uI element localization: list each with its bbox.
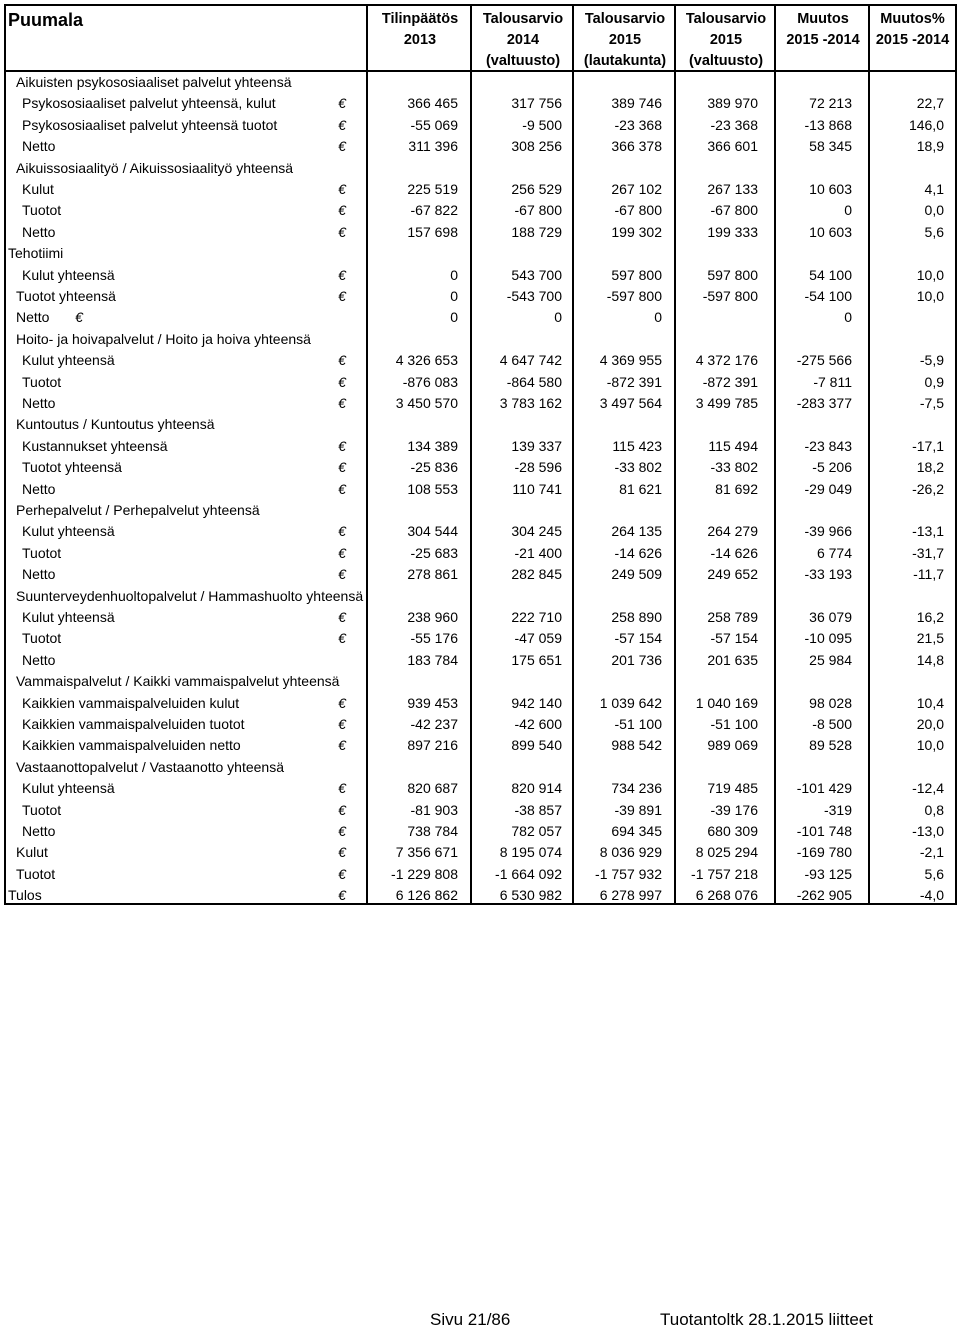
column-header-talousarvio-2014: Talousarvio 2014 (valtuusto) — [482, 11, 564, 69]
value-cell: 225 519 — [407, 181, 458, 197]
value-cell: 6 126 862 — [395, 887, 458, 904]
euro-icon: € — [338, 865, 346, 882]
row-label: Tulos — [8, 887, 42, 904]
euro-icon: € — [338, 116, 346, 133]
table-row — [6, 521, 955, 542]
value-cell: -1 229 808 — [391, 865, 458, 882]
value-cell: 5,6 — [924, 865, 944, 882]
value-cell: 282 845 — [511, 566, 562, 583]
row-label: Kulut yhteensä — [22, 523, 115, 540]
value-cell: -55 176 — [410, 630, 458, 647]
value-cell: 4 369 955 — [599, 352, 662, 369]
section-row — [6, 72, 955, 93]
value-cell: -14 626 — [614, 544, 662, 561]
euro-icon: € — [338, 202, 346, 219]
value-cell: -872 391 — [606, 373, 662, 390]
value-cell: 389 970 — [707, 95, 758, 112]
value-cell: 14,8 — [916, 651, 944, 668]
value-cell: 719 485 — [707, 780, 758, 797]
value-cell: -47 059 — [514, 630, 562, 647]
table-row — [6, 286, 955, 307]
table-row — [6, 436, 955, 457]
section-row — [6, 329, 955, 350]
row-label: Kulut yhteensä — [22, 780, 115, 797]
section-label: Perhepalvelut / Perhepalvelut yhteensä — [16, 502, 260, 518]
row-label: Kulut — [22, 181, 54, 197]
value-cell: 81 692 — [715, 480, 758, 497]
value-cell: -51 100 — [710, 716, 758, 732]
value-cell: 54 100 — [809, 266, 852, 283]
value-cell: 264 135 — [611, 523, 662, 540]
row-label: Psykososiaaliset palvelut yhteensä, kulut — [22, 95, 276, 112]
row-label: Kulut yhteensä — [22, 266, 115, 283]
value-cell: 0 — [844, 309, 852, 326]
table-row — [6, 842, 955, 863]
row-label: Netto — [22, 566, 56, 583]
value-cell: -283 377 — [796, 395, 852, 411]
value-cell: 115 494 — [708, 437, 758, 454]
euro-icon: € — [338, 823, 346, 839]
table-row — [6, 372, 955, 393]
value-cell: -23 368 — [614, 116, 662, 133]
value-cell: 8 195 074 — [499, 844, 562, 861]
table-row — [6, 200, 955, 221]
value-cell: -25 836 — [410, 459, 458, 476]
value-cell: 22,7 — [916, 95, 944, 112]
section-label: Vastaanottopalvelut / Vastaanotto yhteensä — [16, 758, 285, 775]
value-cell: 3 499 785 — [695, 395, 758, 411]
page-number: Sivu 21/86 — [430, 1310, 511, 1329]
euro-icon: € — [338, 181, 346, 197]
table-row — [6, 222, 955, 243]
row-label: Kulut — [16, 844, 48, 861]
value-cell: 0 — [450, 309, 458, 326]
value-cell: 4,1 — [924, 181, 944, 197]
table-row — [6, 457, 955, 478]
value-cell: -101 748 — [796, 823, 852, 839]
value-cell: 256 529 — [511, 181, 562, 197]
value-cell: -5 206 — [812, 459, 852, 476]
value-cell: 3 497 564 — [599, 395, 662, 411]
table-row — [6, 628, 955, 649]
value-cell: 7 356 671 — [395, 844, 458, 861]
value-cell: 4 326 653 — [395, 352, 458, 369]
value-cell: -33 802 — [614, 459, 662, 476]
row-label: Netto — [22, 823, 56, 839]
table-row — [6, 179, 955, 200]
euro-icon: € — [338, 887, 346, 904]
value-cell: 4 372 176 — [695, 352, 758, 369]
value-cell: 989 069 — [707, 737, 758, 754]
row-label: Kaikkien vammaispalveluiden netto — [22, 737, 241, 754]
value-cell: 146,0 — [908, 116, 944, 133]
value-cell: 694 345 — [611, 823, 662, 839]
euro-icon: € — [338, 138, 346, 155]
value-cell: -57 154 — [614, 630, 662, 647]
value-cell: 98 028 — [809, 694, 852, 711]
value-cell: 308 256 — [511, 138, 562, 155]
value-cell: 782 057 — [511, 823, 562, 839]
table-row — [6, 821, 955, 842]
value-cell: 0,0 — [924, 202, 944, 219]
value-cell: 0 — [450, 266, 458, 283]
value-cell: 249 509 — [611, 566, 662, 583]
value-cell: -1 757 218 — [691, 865, 758, 882]
table-row — [6, 393, 955, 414]
euro-icon: € — [338, 95, 346, 112]
section-row — [6, 414, 955, 435]
value-cell: 1 040 169 — [695, 694, 758, 711]
value-cell: 6 774 — [816, 544, 852, 561]
value-cell: 317 756 — [511, 95, 562, 112]
euro-icon: € — [338, 437, 346, 454]
row-label: Kaikkien vammaispalveluiden kulut — [22, 694, 240, 711]
value-cell: 899 540 — [511, 737, 562, 754]
row-label: Kulut yhteensä — [22, 352, 115, 369]
section-label: Kuntoutus / Kuntoutus yhteensä — [16, 416, 215, 433]
value-cell: -597 800 — [606, 288, 662, 304]
value-cell: 201 635 — [707, 651, 758, 668]
column-header-tilinpaatos-2013: Tilinpäätös 2013 — [381, 11, 459, 48]
value-cell: 10,0 — [916, 737, 944, 754]
table-row — [6, 115, 955, 136]
table-row — [6, 778, 955, 799]
value-cell: -12,4 — [912, 780, 944, 797]
value-cell: -23 843 — [804, 437, 852, 454]
value-cell: 18,9 — [916, 138, 944, 155]
row-label: Tuotot — [22, 801, 62, 818]
section-row — [6, 158, 955, 179]
value-cell: -26,2 — [912, 480, 944, 497]
value-cell: 264 279 — [707, 523, 758, 540]
value-cell: 10 603 — [809, 223, 852, 240]
section-row — [6, 500, 955, 521]
row-label: Tuotot — [22, 544, 62, 561]
value-cell: 199 302 — [611, 223, 662, 240]
value-cell: 0 — [554, 309, 562, 326]
value-cell: 10,0 — [916, 266, 944, 283]
table-row — [6, 693, 955, 714]
value-cell: -55 069 — [410, 116, 458, 133]
value-cell: -7 811 — [813, 373, 852, 390]
value-cell: 110 741 — [512, 480, 562, 497]
table-row — [6, 265, 955, 286]
value-cell: -8 500 — [812, 716, 852, 732]
value-cell: 81 621 — [619, 480, 662, 497]
table-title: Puumala — [8, 10, 84, 30]
euro-icon: € — [338, 544, 346, 561]
section-row — [6, 586, 955, 607]
value-cell: -876 083 — [402, 373, 458, 390]
row-label: Tuotot — [22, 630, 62, 647]
row-label: Kulut yhteensä — [22, 609, 115, 625]
euro-icon: € — [338, 266, 346, 283]
section-row — [6, 243, 955, 264]
value-cell: -872 391 — [702, 373, 758, 390]
budget-table — [4, 4, 957, 905]
value-cell: -42 237 — [410, 716, 458, 732]
euro-icon: € — [338, 480, 346, 497]
value-cell: 238 960 — [407, 609, 458, 625]
value-cell: -33 193 — [804, 566, 852, 583]
section-label: Tehotiimi — [8, 245, 64, 262]
value-cell: -39 176 — [710, 801, 758, 818]
value-cell: -597 800 — [702, 288, 758, 304]
euro-icon: € — [75, 309, 83, 326]
table-row — [6, 800, 955, 821]
row-label: Netto — [22, 138, 56, 155]
value-cell: -13,1 — [912, 523, 944, 540]
value-cell: 115 423 — [612, 437, 662, 454]
value-cell: -10 095 — [804, 630, 852, 647]
table-row — [6, 307, 955, 328]
section-label: Aikuissosiaalityö / Aikuissosiaalityö yhteensä — [16, 159, 294, 176]
value-cell: 0,9 — [924, 373, 944, 390]
row-label: Netto — [22, 395, 56, 411]
value-cell: 175 651 — [511, 651, 562, 668]
value-cell: -33 802 — [710, 459, 758, 476]
value-cell: -319 — [823, 801, 852, 818]
value-cell: -39 891 — [614, 801, 662, 818]
value-cell: 304 544 — [407, 523, 458, 540]
value-cell: 597 800 — [611, 266, 662, 283]
value-cell: 18,2 — [916, 459, 944, 476]
euro-icon: € — [338, 694, 346, 711]
value-cell: -57 154 — [710, 630, 758, 647]
value-cell: 16,2 — [916, 609, 944, 625]
value-cell: 0 — [844, 202, 852, 219]
value-cell: 939 453 — [407, 694, 458, 711]
value-cell: -67 800 — [710, 202, 758, 219]
euro-icon: € — [338, 566, 346, 583]
euro-icon: € — [338, 737, 346, 754]
value-cell: 183 784 — [407, 651, 458, 668]
value-cell: -81 903 — [410, 801, 458, 818]
value-cell: 734 236 — [611, 780, 662, 797]
value-cell: 820 687 — [407, 780, 458, 797]
value-cell: -543 700 — [506, 288, 562, 304]
value-cell: -14 626 — [710, 544, 758, 561]
value-cell: 8 025 294 — [695, 844, 758, 861]
document-name: Tuotantoltk 28.1.2015 liitteet — [660, 1310, 873, 1329]
value-cell: 267 102 — [611, 181, 662, 197]
value-cell: 366 465 — [407, 95, 458, 112]
section-label: Aikuisten psykososiaaliset palvelut yhteensä — [16, 74, 292, 90]
euro-icon: € — [338, 459, 346, 476]
section-label: Suunterveydenhuoltopalvelut / Hammashuolto yhteensä — [16, 587, 364, 604]
value-cell: -262 905 — [796, 887, 852, 904]
table-row — [6, 543, 955, 564]
value-cell: 6 268 076 — [695, 887, 758, 904]
value-cell: 36 079 — [809, 609, 852, 625]
section-label: Vammaispalvelut / Kaikki vammaispalvelut yhteensä — [16, 673, 340, 690]
value-cell: 199 333 — [707, 223, 758, 240]
value-cell: 820 914 — [511, 780, 562, 797]
value-cell: -67 822 — [410, 202, 458, 219]
value-cell: -13,0 — [912, 823, 944, 839]
table-row — [6, 864, 955, 885]
value-cell: -7,5 — [919, 395, 944, 411]
value-cell: -67 800 — [514, 202, 562, 219]
euro-icon: € — [338, 844, 346, 861]
value-cell: -39 966 — [804, 523, 852, 540]
value-cell: 389 746 — [611, 95, 662, 112]
value-cell: 366 378 — [611, 138, 662, 155]
section-label: Hoito- ja hoivapalvelut / Hoito ja hoiva yhteensä — [16, 330, 311, 347]
value-cell: -31,7 — [912, 544, 944, 561]
value-cell: -13 868 — [804, 116, 852, 133]
table-row — [6, 479, 955, 500]
value-cell: -28 596 — [514, 459, 562, 476]
euro-icon: € — [338, 716, 346, 732]
value-cell: 543 700 — [511, 266, 562, 283]
table-row — [6, 93, 955, 114]
value-cell: 20,0 — [916, 716, 944, 732]
value-cell: 8 036 929 — [599, 844, 662, 861]
value-cell: -51 100 — [614, 716, 662, 732]
euro-icon: € — [338, 523, 346, 540]
value-cell: 6 278 997 — [599, 887, 662, 904]
value-cell: 58 345 — [809, 138, 852, 155]
value-cell: -2,1 — [919, 844, 944, 861]
value-cell: -17,1 — [912, 437, 944, 454]
euro-icon: € — [338, 801, 346, 818]
row-label: Kustannukset yhteensä — [22, 437, 168, 454]
column-header-muutos-percent: Muutos% 2015 -2014 — [875, 11, 950, 48]
value-cell: -67 800 — [614, 202, 662, 219]
column-header-talousarvio-2015-lautakunta: Talousarvio 2015 (lautakunta) — [583, 11, 667, 69]
value-cell: 5,6 — [924, 223, 944, 240]
table-row — [6, 650, 955, 671]
euro-icon: € — [338, 609, 346, 625]
value-cell: -38 857 — [514, 801, 562, 818]
value-cell: -4,0 — [919, 887, 944, 904]
value-cell: 0 — [450, 288, 458, 304]
row-label: Netto — [16, 309, 50, 326]
column-header-talousarvio-2015-valtuusto: Talousarvio 2015 (valtuusto) — [685, 11, 767, 69]
value-cell: 258 890 — [611, 609, 662, 625]
value-cell: 21,5 — [916, 630, 944, 647]
value-cell: -5,9 — [919, 352, 944, 369]
value-cell: 366 601 — [707, 138, 758, 155]
value-cell: 597 800 — [707, 266, 758, 283]
value-cell: 4 647 742 — [499, 352, 562, 369]
value-cell: 988 542 — [611, 737, 662, 754]
table-row — [6, 735, 955, 756]
value-cell: 249 652 — [707, 566, 758, 583]
row-label: Tuotot — [16, 865, 56, 882]
value-cell: 942 140 — [511, 694, 562, 711]
value-cell: -275 566 — [796, 352, 852, 369]
value-cell: 278 861 — [407, 566, 458, 583]
value-cell: 134 389 — [407, 437, 458, 454]
value-cell: 72 213 — [809, 95, 852, 112]
row-label: Tuotot — [22, 373, 62, 390]
euro-icon: € — [338, 630, 346, 647]
value-cell: -864 580 — [506, 373, 562, 390]
euro-icon: € — [338, 352, 346, 369]
row-label: Kaikkien vammaispalveluiden tuotot — [22, 716, 245, 732]
value-cell: 304 245 — [511, 523, 562, 540]
value-cell: 258 789 — [707, 609, 758, 625]
value-cell: 10 603 — [809, 181, 852, 197]
value-cell: -1 757 932 — [595, 865, 662, 882]
value-cell: -169 780 — [796, 844, 852, 861]
value-cell: 188 729 — [511, 223, 562, 240]
row-label: Netto — [22, 480, 56, 497]
table-row — [6, 564, 955, 585]
row-label: Netto — [22, 651, 56, 668]
value-cell: 108 553 — [407, 480, 458, 497]
euro-icon: € — [338, 288, 346, 304]
value-cell: -29 049 — [804, 480, 852, 497]
value-cell: 139 337 — [511, 437, 562, 454]
value-cell: -23 368 — [710, 116, 758, 133]
value-cell: 267 133 — [707, 181, 758, 197]
row-label: Netto — [22, 223, 56, 240]
euro-icon: € — [338, 373, 346, 390]
column-header-muutos: Muutos 2015 -2014 — [786, 11, 860, 48]
value-cell: 157 698 — [407, 223, 458, 240]
value-cell: 10,4 — [916, 694, 944, 711]
value-cell: 1 039 642 — [599, 694, 662, 711]
row-label: Tuotot — [22, 202, 62, 219]
value-cell: 3 450 570 — [395, 395, 458, 411]
table-row — [6, 136, 955, 157]
value-cell: 201 736 — [611, 651, 662, 668]
value-cell: 25 984 — [809, 651, 852, 668]
value-cell: -101 429 — [796, 780, 852, 797]
euro-icon: € — [338, 780, 346, 797]
value-cell: 10,0 — [916, 288, 944, 304]
value-cell: -93 125 — [804, 865, 852, 882]
value-cell: 897 216 — [407, 737, 458, 754]
value-cell: 0 — [654, 309, 662, 326]
table-row — [6, 607, 955, 628]
value-cell: -42 600 — [514, 716, 562, 732]
value-cell: 0,8 — [924, 801, 944, 818]
value-cell: 3 783 162 — [499, 395, 562, 411]
row-label: Tuotot yhteensä — [16, 288, 116, 304]
table-row — [6, 350, 955, 371]
value-cell: -54 100 — [804, 288, 852, 304]
value-cell: 680 309 — [707, 823, 758, 839]
section-row — [6, 671, 955, 692]
value-cell: -25 683 — [410, 544, 458, 561]
value-cell: 6 530 982 — [499, 887, 562, 904]
value-cell: 222 710 — [511, 609, 562, 625]
value-cell: -1 664 092 — [495, 865, 562, 882]
value-cell: 89 528 — [809, 737, 852, 754]
table-row — [6, 885, 955, 906]
row-label: Psykososiaaliset palvelut yhteensä tuotot — [22, 116, 278, 133]
euro-icon: € — [338, 223, 346, 240]
value-cell: -21 400 — [514, 544, 562, 561]
value-cell: -9 500 — [522, 116, 562, 133]
value-cell: 738 784 — [407, 823, 458, 839]
value-cell: -11,7 — [913, 566, 944, 583]
table-row — [6, 714, 955, 735]
euro-icon: € — [338, 395, 346, 411]
value-cell: 311 396 — [408, 138, 458, 155]
row-label: Tuotot yhteensä — [22, 459, 122, 476]
section-row — [6, 757, 955, 778]
